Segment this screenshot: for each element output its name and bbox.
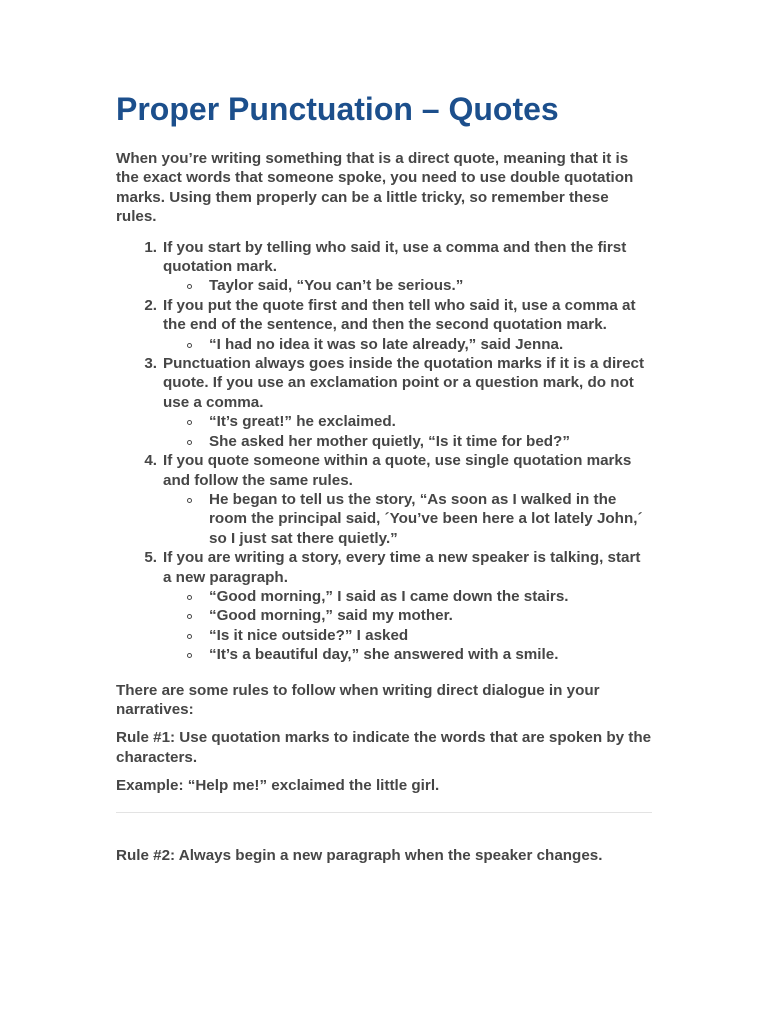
rule-text: Punctuation always goes inside the quotation marks if it is a direct quote. If you use an exclamation point or a question mark, do not use a comma.: [163, 355, 645, 411]
intro-paragraph: When you’re writing something that is a direct quote, meaning that it is the exact words that someone spoke, you need to use double quotation marks. Using them properly can be a little tricky, so remember these rules.: [116, 150, 634, 226]
rule-text: If you quote someone within a quote, use single quotation marks and follow the same rules.: [163, 452, 632, 489]
rule-item: [163, 548, 652, 664]
rule-item: [163, 354, 652, 451]
example-item: [209, 276, 652, 295]
hollow-bullet-icon: [187, 595, 192, 600]
example-text: “It’s a beautiful day,” she answered with a smile.: [209, 646, 559, 664]
hollow-bullet-icon: [187, 653, 192, 658]
example-item: [209, 645, 652, 664]
rules-list: [116, 238, 652, 665]
hollow-bullet-icon: [187, 343, 192, 348]
hollow-bullet-icon: [187, 634, 192, 639]
example-text: “Good morning,” I said as I came down the stairs.: [209, 587, 569, 605]
example-list: [163, 587, 652, 665]
example-1-paragraph: Example: “Help me!” exclaimed the little girl.: [116, 777, 440, 795]
hollow-bullet-icon: [187, 498, 192, 503]
section-divider: [116, 812, 652, 813]
example-list: [163, 335, 652, 354]
example-text: Taylor said, “You can’t be serious.”: [209, 277, 464, 295]
example-text: “Is it nice outside?” I asked: [209, 626, 409, 644]
example-list: [163, 412, 652, 451]
rule-item: [163, 451, 652, 548]
hollow-bullet-icon: [187, 420, 192, 425]
hollow-bullet-icon: [187, 284, 192, 289]
example-list: [163, 276, 652, 295]
rule-item: [163, 238, 652, 296]
hollow-bullet-icon: [187, 614, 192, 619]
example-text: “I had no idea it was so late already,” said Jenna.: [209, 335, 564, 353]
example-text: He began to tell us the story, “As soon as I walked in the room the principal said, ´You’ve been here a lot lately John,´ so I just sat there quietly.”: [209, 490, 643, 547]
example-text: She asked her mother quietly, “Is it time for bed?”: [209, 432, 570, 450]
example-list: [163, 490, 652, 548]
example-item: [209, 490, 652, 548]
rule-item: [163, 296, 652, 354]
example-item: [209, 626, 652, 645]
rule-text: If you put the quote first and then tell who said it, use a comma at the end of the sentence, and then the second quotation mark.: [163, 296, 636, 334]
example-item: [209, 335, 652, 354]
rule-1-paragraph: Rule #1: Use quotation marks to indicate the words that are spoken by the characters.: [116, 729, 652, 766]
example-item: [209, 587, 652, 606]
rule-text: If you start by telling who said it, use a comma and then the first quotation mark.: [163, 238, 627, 276]
example-text: “It’s great!” he exclaimed.: [209, 413, 396, 431]
example-item: [209, 432, 652, 451]
example-item: [209, 606, 652, 625]
dialogue-intro-paragraph: There are some rules to follow when writing direct dialogue in your narratives:: [116, 681, 600, 718]
example-text: “Good morning,” said my mother.: [209, 607, 453, 625]
rule-text: If you are writing a story, every time a new speaker is talking, start a new paragraph.: [163, 549, 641, 586]
hollow-bullet-icon: [187, 440, 192, 445]
document-page: [116, 88, 652, 874]
page-title: Proper Punctuation – Quotes: [116, 91, 559, 127]
example-item: [209, 412, 652, 431]
rule-2-paragraph: Rule #2: Always begin a new paragraph when the speaker changes.: [116, 846, 603, 864]
